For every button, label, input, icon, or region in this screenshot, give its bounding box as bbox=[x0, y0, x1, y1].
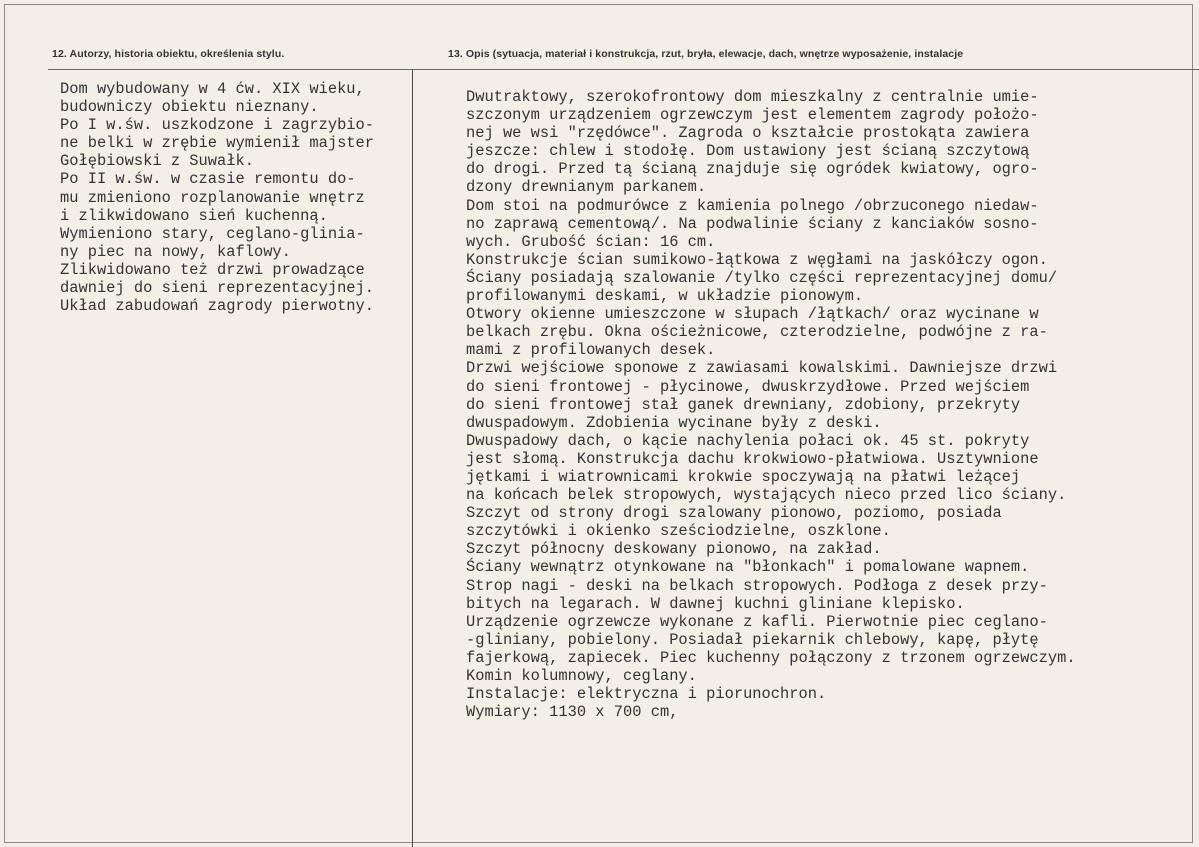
description-line: Dwuspadowy dach, o kącie nachylenia połaci ok. 45 st. pokryty bbox=[466, 431, 1030, 450]
description-line: jeszcze: chlew i stodołę. Dom ustawiony jest ścianą szczytową bbox=[466, 142, 1030, 161]
history-line: Po II w.św. w czasie remontu do- bbox=[60, 170, 356, 189]
description-line: do drogi. Przed tą ścianą znajduje się ogródek kwiatowy, ogro- bbox=[466, 160, 1039, 179]
history-line: Dom wybudowany w 4 ćw. XIX wieku, bbox=[60, 80, 365, 98]
history-line: Układ zabudowań zagrody pierwotny. bbox=[60, 297, 375, 316]
description-line: do sieni frontowej stał ganek drewniany, zdobiony, przekryty bbox=[466, 395, 1021, 414]
description-line: belkach zrębu. Okna ościeżnicowe, czterodzielne, podwójne z ra- bbox=[466, 323, 1048, 342]
description-line: wych. Grubość ścian: 16 cm. bbox=[466, 232, 716, 251]
history-line: mu zmieniono rozplanowanie wnętrz bbox=[60, 188, 365, 207]
description-line: Drzwi wejściowe sponowe z zawiasami kowalskimi. Dawniejsze drzwi bbox=[466, 359, 1058, 378]
column-divider bbox=[412, 69, 413, 847]
description-line: Ściany wewnątrz otynkowane na "błonkach" i pomalowane wapnem. bbox=[466, 558, 1030, 577]
header-rule bbox=[48, 69, 1199, 70]
description-line: Wymiary: 1130 x 700 cm, bbox=[466, 703, 679, 722]
description-line: na końcach belek stropowych, wystających nieco przed lico ściany. bbox=[466, 486, 1067, 505]
section-13-heading: 13. Opis (sytuacja, materiał i konstrukcja, rzut, bryła, elewacje, dach, wnętrze wyposażenie, instalacje bbox=[448, 48, 964, 60]
description-line: mami z profilowanych desek. bbox=[466, 341, 716, 360]
history-line: ny piec na nowy, kaflowy. bbox=[60, 242, 291, 261]
description-line: nej we wsi "rzędówce". Zagroda o kształcie prostokąta zawiera bbox=[466, 124, 1030, 143]
description-line: bitych na legarach. W dawnej kuchni gliniane klepisko. bbox=[466, 594, 965, 613]
description-line: do sieni frontowej - płycinowe, dwuskrzydłowe. Przed wejściem bbox=[466, 377, 1030, 396]
description-line: szczonym urządzeniem ogrzewczym jest elementem zagrody położo- bbox=[466, 106, 1039, 125]
history-line: Wymieniono stary, ceglano-glinia- bbox=[60, 224, 365, 243]
history-line: i zlikwidowano sień kuchenną. bbox=[60, 206, 328, 225]
description-line: jest słomą. Konstrukcja dachu krokwiowo-płatwiowa. Usztywnione bbox=[466, 449, 1039, 468]
description-line: Szczyt północny deskowany pionowo, na zakład. bbox=[466, 540, 882, 559]
history-line: budowniczy obiektu nieznany. bbox=[60, 98, 319, 117]
history-line: ne belki w zrębie wymienił majster bbox=[60, 134, 375, 153]
description-line: Otwory okienne umieszczone w słupach /łątkach/ oraz wycinane w bbox=[466, 305, 1039, 324]
section-12-heading: 12. Autorzy, historia obiektu, określenia stylu. bbox=[52, 48, 285, 60]
history-line: dawniej do sieni reprezentacyjnej. bbox=[60, 279, 375, 298]
description-line: Dom stoi na podmurówce z kamienia polnego /obrzuconego niedaw- bbox=[466, 196, 1039, 215]
description-line: dwuspadowym. Zdobienia wycinane były z deski. bbox=[466, 413, 882, 432]
description-line: szczytówki i okienko sześciodzielne, oszklone. bbox=[466, 522, 891, 541]
description-line: Szczyt od strony drogi szalowany pionowo, poziomo, posiada bbox=[466, 504, 1002, 523]
description-line: -gliniany, pobielony. Posiadał piekarnik chlebowy, kapę, płytę bbox=[466, 630, 1039, 649]
history-line: Zlikwidowano też drzwi prowadzące bbox=[60, 260, 365, 279]
description-line: Strop nagi - deski na belkach stropowych. Podłoga z desek przy- bbox=[466, 576, 1048, 595]
description-line: Ściany posiadają szalowanie /tylko części reprezentacyjnej domu/ bbox=[466, 268, 1058, 287]
description-line: dzony drewnianym parkanem. bbox=[466, 178, 707, 197]
history-line: Po I w.św. uszkodzone i zagrzybio- bbox=[60, 116, 375, 135]
description-line: Instalacje: elektryczna i piorunochron. bbox=[466, 685, 827, 704]
description-line: no zaprawą cementową/. Na podwalinie ściany z kanciaków sosno- bbox=[466, 214, 1039, 233]
description-line: fajerkową, zapiecek. Piec kuchenny połączony z trzonem ogrzewczym. bbox=[466, 648, 1076, 667]
description-line: jętkami i wiatrownicami krokwie spoczywają na płatwi leżącej bbox=[466, 467, 1021, 486]
description-line: Komin kolumnowy, ceglany. bbox=[466, 667, 697, 685]
description-line: profilowanymi deskami, w układzie pionowym. bbox=[466, 287, 864, 306]
description-line: Dwutraktowy, szerokofrontowy dom mieszkalny z centralnie umie- bbox=[466, 88, 1039, 106]
description-line: Konstrukcje ścian sumikowo-łątkowa z węgłami na jaskółczy ogon. bbox=[466, 250, 1048, 269]
description-line: Urządzenie ogrzewcze wykonane z kafli. Pierwotnie piec ceglano- bbox=[466, 612, 1048, 631]
description-text bbox=[466, 88, 1076, 721]
history-text bbox=[60, 80, 374, 315]
history-line: Gołębiowski z Suwałk. bbox=[60, 152, 254, 171]
